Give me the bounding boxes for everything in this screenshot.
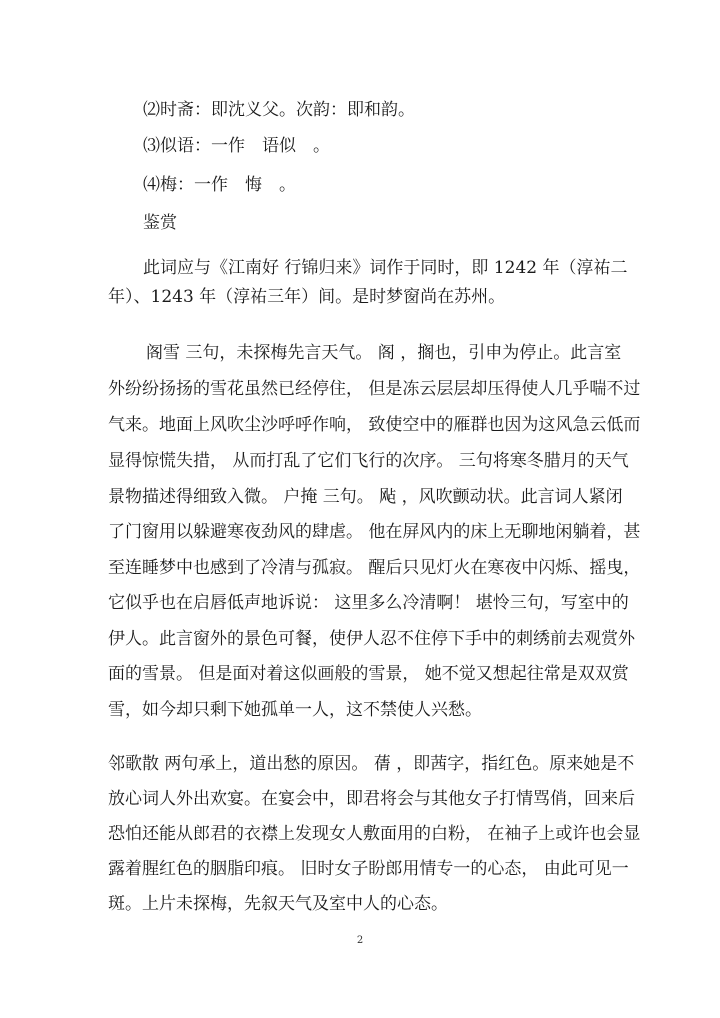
note-2: ⑶似语：一作 语似 。 <box>143 136 330 156</box>
note-1: ⑵时斋：即沈义父。次韵：即和韵。 <box>143 100 415 120</box>
intro-line: 年）、1243 年（淳祐三年）间。是时梦窗尚在苏州。 <box>108 287 506 307</box>
para2-line: 露着腥红色的胭脂印痕。 旧时女子盼郎用情专一的心态， 由此可见一 <box>108 859 629 879</box>
para1-line: 它似乎也在启唇低声地诉说： 这里多么冷清啊！ 堪怜三句，写室中的 <box>108 593 629 613</box>
intro-line: 此词应与《江南好 行锦归来》词作于同时，即 1242 年（淳祐二 <box>143 258 628 278</box>
section-title: 鉴赏 <box>143 213 177 233</box>
para2-line: 邻歌散 两句承上，道出愁的原因。 蒨 ，即茜字，指红色。原来她是不 <box>108 754 635 774</box>
note-3: ⑷梅：一作 悔 。 <box>143 175 296 195</box>
para1-line: 面的雪景。 但是面对着这似画般的雪景， 她不觉又想起往常是双双赏 <box>108 664 629 684</box>
para2-line: 斑。上片未探梅，先叙天气及室中人的心态。 <box>108 894 448 914</box>
page-number: 2 <box>356 935 364 946</box>
para1-line: 阁雪 三句，未探梅先言天气。 阁 ，搁也，引申为停止。此言室 <box>146 343 622 363</box>
para1-line: 雪，如今却只剩下她孤单一人，这不禁使人兴愁。 <box>108 700 482 720</box>
para2-line: 放心词人外出欢宴。在宴会中，即君将会与其他女子打情骂俏，回来后 <box>108 789 635 809</box>
para2-line: 恐怕还能从郎君的衣襟上发现女人敷面用的白粉， 在袖子上或许也会显 <box>108 824 641 844</box>
para1-line: 了门窗用以躲避寒夜劲风的肆虐。 他在屏风内的床上无聊地闲躺着，甚 <box>108 522 641 542</box>
para1-line: 气来。地面上风吹尘沙呼呼作响， 致使空中的雁群也因为这风急云低而 <box>108 415 641 435</box>
para1-line: 景物描述得细致入微。 户掩 三句。 飐 ，风吹颤动状。此言词人紧闭 <box>108 487 623 507</box>
para1-line: 显得惊慌失措， 从而打乱了它们飞行的次序。 三句将寒冬腊月的天气 <box>108 451 629 471</box>
para1-line: 至连睡梦中也感到了冷清与孤寂。 醒后只见灯火在寒夜中闪烁、摇曳， <box>108 558 641 578</box>
para1-line: 外纷纷扬扬的雪花虽然已经停住， 但是冻云层层却压得使人几乎喘不过 <box>108 379 641 399</box>
para1-line: 伊人。此言窗外的景色可餐，使伊人忍不住停下手中的刺绣前去观赏外 <box>108 629 635 649</box>
